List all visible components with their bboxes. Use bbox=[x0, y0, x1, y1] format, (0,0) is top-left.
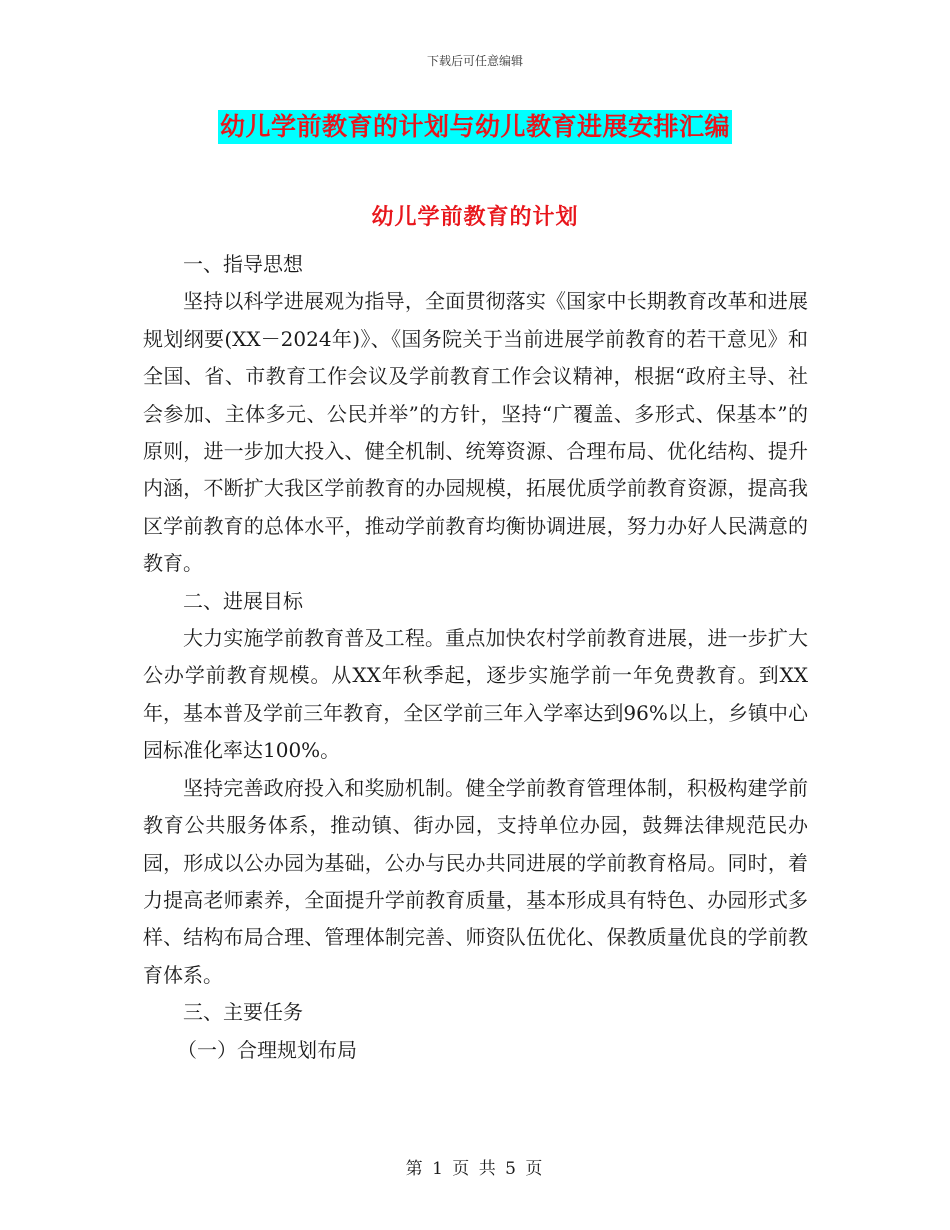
heading-main-tasks: 三、主要任务 bbox=[183, 1000, 303, 1025]
page-number: 第 1 页 共 5 页 bbox=[405, 1159, 545, 1179]
document-title: 幼儿学前教育的计划与幼儿教育进展安排汇编 bbox=[218, 110, 732, 144]
document-body bbox=[143, 246, 808, 1069]
heading-guiding-ideology: 一、指导思想 bbox=[183, 252, 303, 276]
document-title-container bbox=[0, 110, 950, 144]
subheading-layout-planning: （一）合理规划布局 bbox=[177, 1037, 357, 1062]
paragraph-guiding-ideology: 坚持以科学进展观为指导，全面贯彻落实《国家中长期教育改革和进展规划纲要(XX－2024年)》、《国务院关于当前进展学前教育的若干意见》和全国、省、市教育工作会议及学前教育工作会议精神，根据“政府主导、社会参加、主体多元、公民并举”的方针，坚持“广覆盖、多形式、保基本”的原则，进一步加大投入、健全机制、统筹资源、合理布局、优化结构、提升内涵，不断扩大我区学前教育的办园规模，拓展优质学前教育资源，提高我区学前教育的总体水平，推动学前教育均衡协调进展，努力办好人民满意的教育。 bbox=[143, 289, 808, 576]
paragraph-investment-mechanism: 坚持完善政府投入和奖励机制。健全学前教育管理体制，积极构建学前教育公共服务体系，推动镇、街办园，支持单位办园，鼓舞法律规范民办园，形成以公办园为基础，公办与民办共同进展的学前教育格局。同时，着力提高老师素养，全面提升学前教育质量，基本形成具有特色、办园形式多样、结构布局合理、管理体制完善、师资队伍优化、保教质量优良的学前教育体系。 bbox=[143, 775, 808, 987]
section-title: 幼儿学前教育的计划 bbox=[371, 204, 579, 230]
paragraph-popularization: 大力实施学前教育普及工程。重点加快农村学前教育进展，进一步扩大公办学前教育规模。从XX年秋季起，逐步实施学前一年免费教育。到XX年，基本普及学前三年教育，全区学前三年入学率达到96%以上，乡镇中心园标准化率达100%。 bbox=[143, 626, 808, 763]
header-note: 下载后可任意编辑 bbox=[426, 54, 523, 68]
heading-development-goals: 二、进展目标 bbox=[183, 588, 303, 613]
